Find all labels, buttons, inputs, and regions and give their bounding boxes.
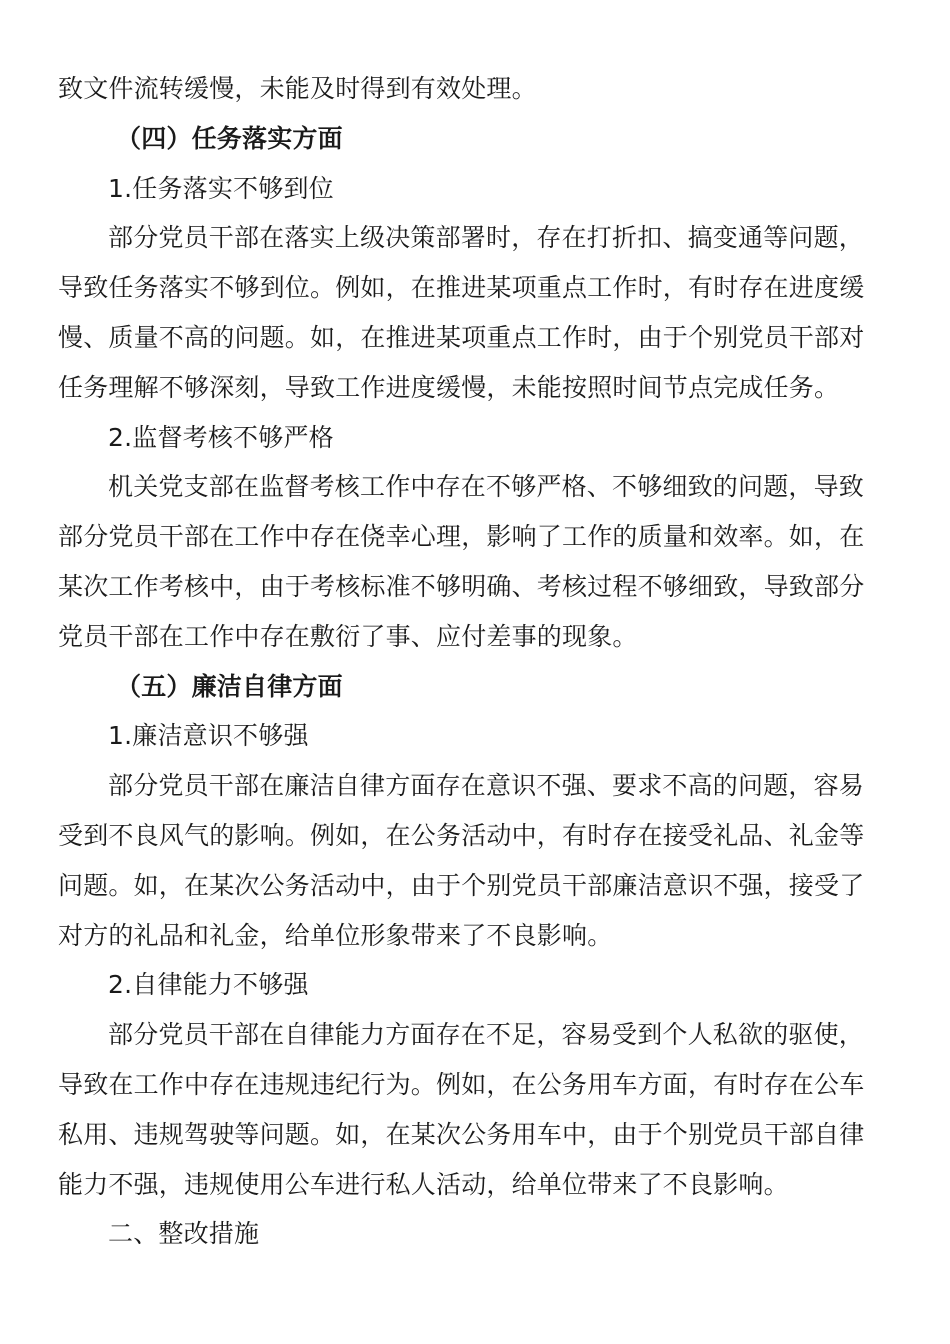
text-line: 部分党员干部在工作中存在侥幸心理，影响了工作的质量和效率。如，在 xyxy=(58,522,865,552)
subsection-heading: 2.监督考核不够严格 xyxy=(108,422,334,452)
subsection-heading: 1.廉洁意识不够强 xyxy=(108,721,309,751)
section-heading: （五）廉洁自律方面 xyxy=(116,671,343,701)
text-line: 能力不强，违规使用公车进行私人活动，给单位带来了不良影响。 xyxy=(58,1169,789,1199)
paragraph-first-line: 机关党支部在监督考核工作中存在不够严格、不够细致的问题，导致 xyxy=(108,472,865,502)
chapter-heading: 二、整改措施 xyxy=(108,1219,260,1249)
text-line: 慢、质量不高的问题。如，在推进某项重点工作时，由于个别党员干部对 xyxy=(58,322,865,352)
subsection-heading: 1.任务落实不够到位 xyxy=(108,173,334,203)
text-line: 导致任务落实不够到位。例如，在推进某项重点工作时，有时存在进度缓 xyxy=(58,273,865,303)
paragraph-first-line: 部分党员干部在廉洁自律方面存在意识不强、要求不高的问题，容易 xyxy=(108,771,865,801)
text-line: 私用、违规驾驶等问题。如，在某次公务用车中，由于个别党员干部自律 xyxy=(58,1119,865,1149)
text-line: 任务理解不够深刻，导致工作进度缓慢，未能按照时间节点完成任务。 xyxy=(58,372,840,402)
section-heading: （四）任务落实方面 xyxy=(116,123,343,153)
text-line: 致文件流转缓慢，未能及时得到有效处理。 xyxy=(58,74,537,103)
paragraph-first-line: 部分党员干部在落实上级决策部署时，存在打折扣、搞变通等问题， xyxy=(108,223,865,253)
text-line: 党员干部在工作中存在敷衍了事、应付差事的现象。 xyxy=(58,621,638,651)
text-line: 导致在工作中存在违规违纪行为。例如，在公务用车方面，有时存在公车 xyxy=(58,1069,865,1099)
paragraph-first-line: 部分党员干部在自律能力方面存在不足，容易受到个人私欲的驱使， xyxy=(108,1020,865,1050)
text-line: 某次工作考核中，由于考核标准不够明确、考核过程不够细致，导致部分 xyxy=(58,571,865,601)
text-line: 受到不良风气的影响。例如，在公务活动中，有时存在接受礼品、礼金等 xyxy=(58,820,865,850)
text-line: 对方的礼品和礼金，给单位形象带来了不良影响。 xyxy=(58,920,613,950)
subsection-heading: 2.自律能力不够强 xyxy=(108,970,309,1000)
text-line: 问题。如，在某次公务活动中，由于个别党员干部廉洁意识不强，接受了 xyxy=(58,870,865,900)
